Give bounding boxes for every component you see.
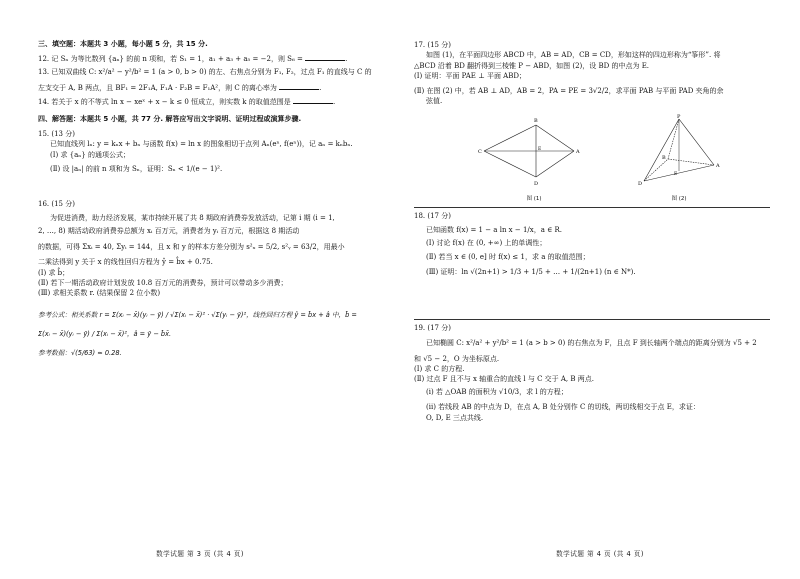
question-19-part-1: (Ⅰ) 求 C 的方程. — [414, 364, 465, 373]
question-16-line-4: 二乘法得到 y 关于 x 的线性回归方程为 ŷ = b̂x + 0.75. — [38, 258, 213, 267]
question-17-line-2: △BCD 沿着 BD 翻折得到三棱锥 P − ABD，如图 (2)，设 BD 的中点为 E. — [414, 61, 650, 70]
divider-2 — [414, 319, 770, 320]
question-12-text: 12. 记 Sₙ 为等比数列 {aₙ} 的前 n 项和，若 S₁ = 1，a₁ + a₃ + a₅ = −2，则 S₆ = — [38, 55, 303, 64]
figure-2 — [634, 113, 724, 204]
figure-1-caption: 图 (1) — [526, 196, 542, 203]
svg-text:C: C — [478, 148, 482, 155]
reference-data: 参考数据：√(5/63) ≈ 0.28. — [38, 348, 122, 357]
question-17-header: 17. (15 分) — [414, 41, 451, 49]
question-19-part-2-ii-cont: O, D, E 三点共线. — [426, 413, 484, 422]
question-16-part-2: (Ⅱ) 若下一期活动政府计划发放 10.8 百万元的消费券，预计可以带动多少消费； — [38, 279, 288, 287]
question-12: 12. 记 Sₙ 为等比数列 {aₙ} 的前 n 项和，若 S₁ = 1，a₁ + a₃ + a₅ = −2，则 S₆ = . — [38, 55, 348, 64]
question-18-part-2: (Ⅱ) 若当 x ∈ (0, e] 时 f(x) ≤ 1，求 a 的取值范围； — [426, 252, 590, 261]
question-19-line-1: 已知椭圆 C: x²/a² + y²/b² = 1 (a > b > 0) 的右焦点为 F，且点 F 到长轴两个端点的距离分别为 √5 + 2 — [426, 339, 757, 348]
question-13-line-2: 左支交于 A, B 两点，且 BF₁ = 2F₁A, F₁A · F₂B = F₁A²，则 C 的离心率为 — [38, 84, 277, 93]
svg-text:A: A — [576, 148, 580, 155]
pyramid-diagram — [634, 113, 724, 193]
question-17 — [414, 41, 770, 203]
reference-formula-2: Σ(xᵢ − x̄)(yᵢ − ȳ) / Σ(xᵢ − x̄)²，â = ȳ − b̂x̄. — [38, 329, 172, 338]
question-19-part-2-ii: (ⅱ) 若线段 AB 的中点为 D，在点 A, B 处分别作 C 的切线，两切线相交于点 E，求证： — [426, 403, 700, 412]
question-16-part-3: (Ⅲ) 求相关系数 r. (结果保留 2 位小数) — [38, 289, 161, 298]
question-15-stem: 已知直线列 lₙ: y = kₙx + bₙ 与函数 f(x) = ln x 的图象相切于点列 Aₙ(eⁿ, f(eⁿ))，记 aₙ = kₙbₙ. — [50, 140, 353, 149]
page-4-footer: 数学试题 第 4 页 (共 4 页) — [556, 550, 644, 559]
question-16-line-3: 的数据，可得 Σxᵢ = 40, Σyᵢ = 144，且 x 和 y 的样本方差分别为 s²ₓ = 5/2, s²ᵧ = 63/2，用最小 — [38, 242, 345, 251]
question-17-part-2-cont: 弦值. — [426, 97, 443, 106]
question-17-part-2: (Ⅱ) 在图 (2) 中，若 AB ⊥ AD，AB = 2，PA = PE = 3√2/2，求平面 PAB 与平面 PAD 夹角的余 — [414, 86, 724, 95]
svg-text:A: A — [716, 162, 720, 169]
page-4 — [400, 0, 800, 579]
question-19-line-2: 和 √5 − 2，O 为坐标原点. — [414, 354, 500, 363]
question-18-header: 18. (17 分) — [414, 212, 451, 221]
svg-text:B: B — [534, 117, 538, 124]
question-15-header: 15. (13 分) — [38, 129, 75, 138]
question-18-part-1: (Ⅰ) 讨论 f(x) 在 (0, +∞) 上的单调性； — [426, 239, 547, 248]
svg-text:B: B — [662, 154, 666, 161]
answer-blank-12 — [305, 54, 345, 61]
question-16-line-1: 为促进消费，助力经济发展，某市持续开展了共 8 期政府消费券发放活动，记第 i 期 (i = 1, — [50, 213, 335, 222]
question-19 — [414, 324, 770, 424]
question-18-part-3: (Ⅲ) 证明：ln √(2n+1) > 1/3 + 1/5 + … + 1/(2n+1) (n ∈ N*). — [426, 268, 636, 277]
svg-text:E: E — [538, 146, 542, 152]
question-14: 14. 若关于 x 的不等式 ln x − xeˣ + x − k ≤ 0 恒成立，则实数 k 的取值范围是 . — [38, 97, 336, 106]
svg-text:E: E — [674, 171, 678, 177]
svg-text:D: D — [638, 180, 643, 187]
question-15-part-2: (Ⅱ) 设 |aₙ| 的前 n 项和为 Sₙ，证明：Sₙ < 1/(e − 1)². — [50, 164, 223, 173]
question-18-stem: 已知函数 f(x) = 1 − a ln x − 1/x，a ∈ R. — [426, 225, 563, 234]
question-17-figures — [474, 113, 724, 204]
svg-text:D: D — [534, 180, 539, 187]
question-15 — [38, 130, 386, 175]
question-14-text: 14. 若关于 x 的不等式 ln x − xeˣ + x − k ≤ 0 恒成立，则实数 k 的取值范围是 — [38, 97, 291, 106]
question-18 — [414, 212, 770, 277]
question-16-part-1: (Ⅰ) 求 b̂； — [38, 268, 70, 277]
answer-blank-14 — [293, 97, 333, 104]
reference-formula-1: 参考公式：相关系数 r = Σ(xᵢ − x̄)(yᵢ − ȳ) / √Σ(xᵢ − x̄)² · √Σ(yᵢ − ȳ)²，线性回归方程 ŷ = b̂x + â 中，b̂ = — [38, 310, 357, 319]
answer-blank-13 — [279, 83, 319, 90]
section-solution-title: 四、解答题：本题共 5 小题，共 77 分. 解答应写出文字说明、证明过程或演算步骤. — [38, 115, 302, 124]
page-3-footer: 数学试题 第 3 页 (共 4 页) — [156, 550, 244, 559]
question-19-part-2: (Ⅱ) 过点 F 且不与 x 轴重合的直线 l 与 C 交于 A, B 两点. — [414, 375, 594, 384]
divider-1 — [414, 207, 770, 208]
section-fill-in-title: 三、填空题：本题共 3 小题，每小题 5 分，共 15 分. — [38, 40, 208, 48]
question-13: 13. 已知双曲线 C: x²/a² − y²/b² = 1 (a > 0, b > 0) 的左、右焦点分别为 F₁, F₂，过点 F₁ 的直线与 C 的 左支交于 A, B 两点，且 BF₁ = 2F₁A, F₁A · F₂B = F₁A²，则 C 的离心率为 . — [38, 68, 386, 94]
question-16-header: 16. (15 分) — [38, 200, 75, 209]
question-17-part-1: (Ⅰ) 证明：平面 PAE ⊥ 平面 ABD； — [414, 72, 526, 81]
question-19-part-2-i: (ⅰ) 若 △OAB 的面积为 √10/3，求 l 的方程； — [426, 387, 568, 396]
kite-diagram — [474, 113, 594, 193]
figure-2-caption: 图 (2) — [671, 196, 687, 203]
figure-1 — [474, 113, 594, 204]
question-16 — [38, 200, 386, 357]
question-15-part-1: (Ⅰ) 求 {aₙ} 的通项公式； — [50, 150, 131, 159]
svg-text:P: P — [677, 113, 681, 120]
question-17-line-1: 如图 (1)，在平面四边形 ABCD 中，AB = AD，CB = CD，形如这样的四边形称为“筝形”. 将 — [426, 51, 721, 60]
question-13-line-1: 13. 已知双曲线 C: x²/a² − y²/b² = 1 (a > 0, b > 0) 的左、右焦点分别为 F₁, F₂，过点 F₁ 的直线与 C 的 — [38, 67, 372, 76]
question-16-line-2: 2, …, 8) 期活动政府消费券总额为 xᵢ 百万元，消费者为 yᵢ 百万元，根据这 8 期活动 — [38, 227, 300, 236]
question-19-header: 19. (17 分) — [414, 323, 451, 332]
